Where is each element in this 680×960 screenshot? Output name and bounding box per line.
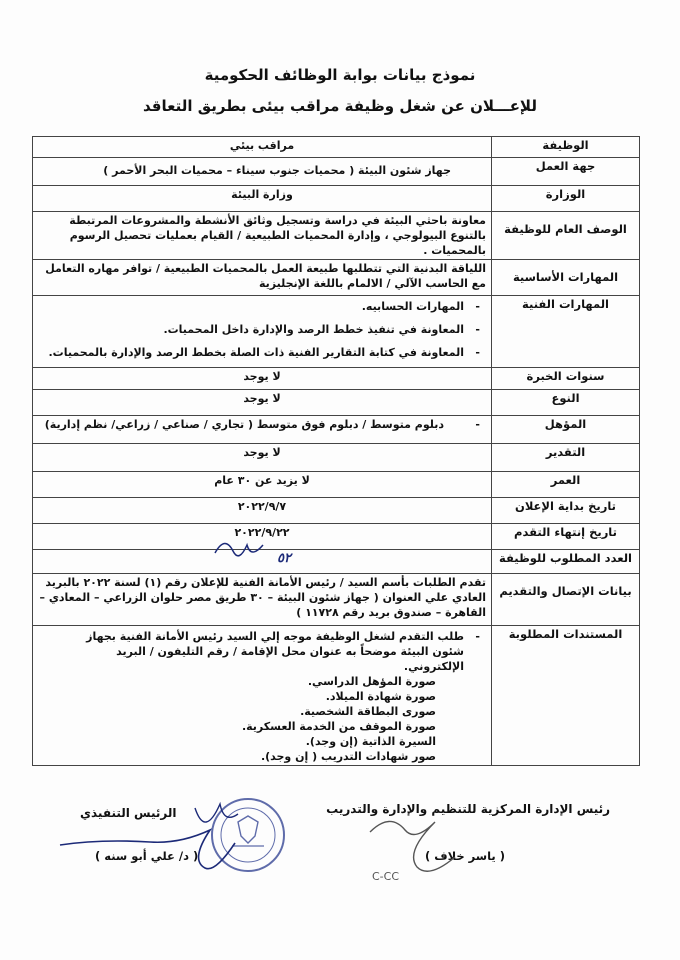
start-date-label: تاريخ بداية الإعلان xyxy=(492,498,640,524)
document-title: نموذج بيانات بوابة الوظائف الحكومية xyxy=(204,66,476,84)
table-row xyxy=(33,260,640,296)
table-row xyxy=(33,186,640,212)
ministry-value: وزارة البيئة xyxy=(33,186,492,212)
list-item: صور شهادات التدريب ( إن وجد). xyxy=(260,750,436,763)
list-item: صورة شهادة الميلاد. xyxy=(325,690,436,703)
table-row xyxy=(33,550,640,574)
gender-value: لا يوجد xyxy=(33,390,492,416)
description-value: معاونة باحثي البيئة في دراسة وتسجيل وثائق الأنشطة والمشروعات المرتبطة بالتنوع البيولوجي ، وإدارة المحميات الطبيعية / القيام بعمليات تحصيل الرسوم بالمحميات . xyxy=(33,212,492,260)
ceo-title: الرئيس التنفيذي xyxy=(80,806,177,820)
central-admin-name: ( ياسر خلاف ) xyxy=(424,849,505,863)
experience-value: لا يوجد xyxy=(33,368,492,390)
contact-value: تقدم الطلبات بأسم السيد / رئيس الأمانة الفنية للإعلان رقم (١) لسنة ٢٠٢٢ بالبريد العادي علي العنوان ( جهاز شئون البيئة – ٣٠ طريق مصر حلوان الزراعي – المعادي – القاهرة – صندوق بريد رقم ١١٧٢٨ ) xyxy=(33,574,492,626)
document-subtitle: للإعـــلان عن شغل وظيفة مراقب بيئى بطريق التعاقد xyxy=(143,97,537,115)
table-row xyxy=(33,444,640,472)
table-row xyxy=(33,158,640,186)
age-label: العمر xyxy=(492,472,640,498)
basic-skills-value: اللياقة البدنية التي تتطلبها طبيعة العمل بالمحميات الطبيعية / توافر مهاره التعامل مع الحاسب الآلي / الالمام باللغة الإنجليزية xyxy=(33,260,492,296)
list-item: السيرة الذاتية (إن وجد). xyxy=(305,735,436,748)
table-row xyxy=(33,498,640,524)
grade-value: لا يوجد xyxy=(33,444,492,472)
table-row xyxy=(33,296,640,368)
list-item: صورة المؤهل الدراسي. xyxy=(307,675,436,688)
documents-list xyxy=(33,626,492,766)
documents-lead: - طلب التقدم لشغل الوظيفة موجه إلي السيد رئيس الأمانة الفنية بجهاز شئون البيئة موضحاً به عنوان محل الإقامة / رقم التليفون / البريد الإلكتروني. xyxy=(38,629,486,674)
table-row xyxy=(33,472,640,498)
table-row xyxy=(33,212,640,260)
qualification-label: المؤهل xyxy=(492,416,640,444)
job-value: مراقب بيئي xyxy=(33,137,492,158)
table-row xyxy=(33,368,640,390)
list-item: - المهارات الحسابيه. xyxy=(38,299,486,314)
documents-label: المستندات المطلوبة xyxy=(492,626,640,766)
grade-label: التقدير xyxy=(492,444,640,472)
ministry-label: الوزارة xyxy=(492,186,640,212)
basic-skills-label: المهارات الأساسية xyxy=(492,260,640,296)
table-row xyxy=(33,390,640,416)
technical-skills-list xyxy=(33,296,492,368)
job-label: الوظيفة xyxy=(492,137,640,158)
age-value: لا يزيد عن ٣٠ عام xyxy=(33,472,492,498)
employer-label: جهة العمل xyxy=(492,158,640,186)
job-data-table xyxy=(32,136,640,766)
employer-value: جهاز شئون البيئة ( محميات جنوب سيناء – محميات البحر الأحمر ) xyxy=(33,158,492,186)
list-item: - المعاونة في تنفيذ خطط الرصد والإدارة داخل المحميات. xyxy=(38,322,486,337)
qualification-value: - دبلوم متوسط / دبلوم فوق متوسط ( تجاري / صناعي / زراعي/ نظم إدارية) xyxy=(38,417,486,432)
table-row xyxy=(33,416,640,444)
central-admin-signature-text: C-CC xyxy=(372,870,400,883)
experience-label: سنوات الخبرة xyxy=(492,368,640,390)
vacancies-value: ٥٢ xyxy=(33,550,492,574)
qualification-cell xyxy=(33,416,492,444)
contact-label: بيانات الإتصال والتقديم xyxy=(492,574,640,626)
end-date-label: تاريخ إنتهاء التقدم xyxy=(492,524,640,550)
start-date-value: ٢٠٢٢/٩/٧ xyxy=(33,498,492,524)
list-item: صورة الموقف من الخدمة العسكرية. xyxy=(241,720,436,733)
table-row xyxy=(33,524,640,550)
central-admin-title: رئيس الإدارة المركزية للتنظيم والإدارة والتدريب xyxy=(326,802,610,816)
description-label: الوصف العام للوظيفة xyxy=(492,212,640,260)
central-admin-signature-ink xyxy=(370,821,455,871)
list-item: - المعاونة في كتابة التقارير الفنية ذات الصلة بخطط الرصد والإدارة بالمحميات. xyxy=(38,345,486,360)
table-row xyxy=(33,626,640,766)
list-item: صورى البطاقة الشخصية. xyxy=(300,705,436,718)
table-row xyxy=(33,574,640,626)
end-date-value: ٢٠٢٢/٩/٢٢ xyxy=(33,524,492,550)
gender-label: النوع xyxy=(492,390,640,416)
ceo-name: ( د/ علي أبو سنه ) xyxy=(95,849,199,863)
official-stamp xyxy=(212,799,284,871)
vacancies-label: العدد المطلوب للوظيفة xyxy=(492,550,640,574)
table-row xyxy=(33,137,640,158)
technical-skills-label: المهارات الفنية xyxy=(492,296,640,368)
